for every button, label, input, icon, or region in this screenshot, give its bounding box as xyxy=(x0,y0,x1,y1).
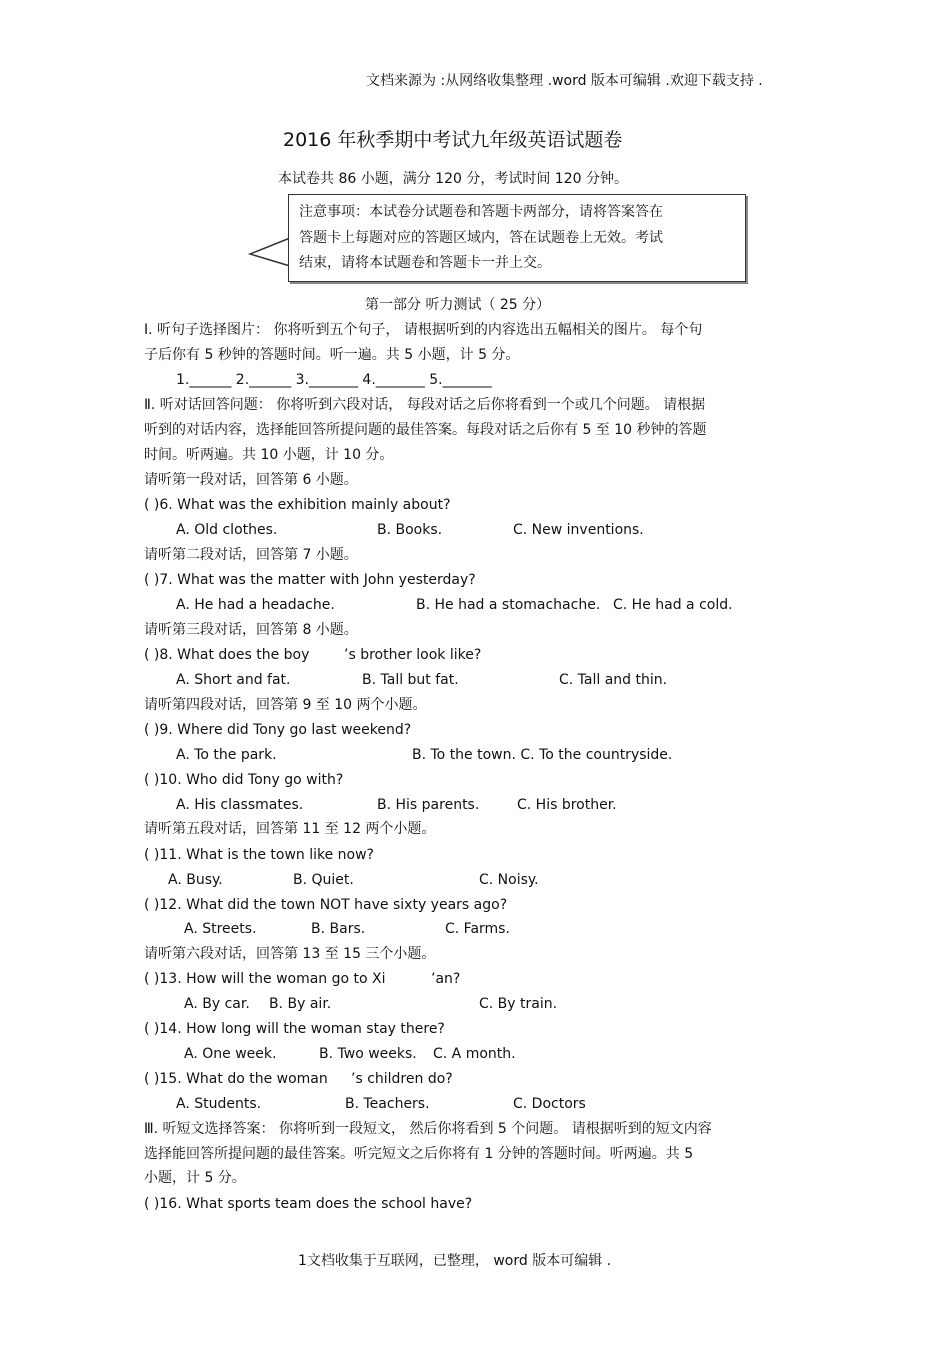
option: C. His brother. xyxy=(517,797,617,813)
option: C. Tall and thin. xyxy=(559,672,668,688)
question: ( )12. What did the town NOT have sixty years ago? xyxy=(144,897,508,913)
section-instruction: Ⅰ. 听句子选择图片： 你将听到五个句子， 请根据听到的内容选出五幅相关的图片。 每个句 xyxy=(144,322,703,338)
dialogue-instruction: 请听第一段对话，回答第 6 小题。 xyxy=(144,472,358,488)
section-instruction: Ⅱ. 听对话回答问题： 你将听到六段对话， 每段对话之后你将看到一个或几个问题。 请根据 xyxy=(144,397,706,413)
option: B. To the town. C. To the countryside. xyxy=(412,747,673,763)
part-heading: 第一部分 听力测试（ 25 分） xyxy=(365,297,551,313)
question: ( )7. What was the matter with John yesterday? xyxy=(144,572,476,588)
question-continued: ’s children do? xyxy=(351,1071,453,1087)
footer-note: 1文档收集于互联网，已整理， word 版本可编辑 . xyxy=(298,1253,612,1269)
question-continued: ’an? xyxy=(431,971,461,987)
option: A. He had a headache. xyxy=(176,597,335,613)
option: C. Farms. xyxy=(445,921,510,937)
option: B. Teachers. xyxy=(345,1096,430,1112)
option: A. By car. xyxy=(184,996,250,1012)
option: B. By air. xyxy=(269,996,332,1012)
callout-tail-icon xyxy=(248,236,292,270)
option: B. Tall but fat. xyxy=(362,672,459,688)
section-instruction: 小题，计 5 分。 xyxy=(144,1170,246,1186)
notice-line: 结束，请将本试题卷和答题卡一并上交。 xyxy=(299,255,551,271)
option: B. Two weeks. xyxy=(319,1046,417,1062)
option: A. To the park. xyxy=(176,747,277,763)
option: A. His classmates. xyxy=(176,797,304,813)
option: C. He had a cold. xyxy=(613,597,733,613)
page-title: 2016 年秋季期中考试九年级英语试题卷 xyxy=(283,129,623,151)
notice-line: 答题卡上每题对应的答题区域内，答在试题卷上无效。考试 xyxy=(299,230,663,246)
question: ( )9. Where did Tony go last weekend? xyxy=(144,722,412,738)
section-instruction: Ⅲ. 听短文选择答案： 你将听到一段短文， 然后你将看到 5 个问题。 请根据听到的短文内容 xyxy=(144,1121,712,1137)
section-instruction: 子后你有 5 秒钟的答题时间。听一遍。共 5 小题，计 5 分。 xyxy=(144,347,520,363)
option: C. Noisy. xyxy=(479,872,539,888)
option: C. New inventions. xyxy=(513,522,644,538)
section-instruction: 听到的对话内容，选择能回答所提问题的最佳答案。每段对话之后你有 5 至 10 秒钟的答题 xyxy=(144,422,707,438)
option: B. Books. xyxy=(377,522,443,538)
notice-box xyxy=(288,194,746,282)
question-continued: ’s brother look like? xyxy=(344,647,482,663)
question: ( )10. Who did Tony go with? xyxy=(144,772,344,788)
dialogue-instruction: 请听第二段对话，回答第 7 小题。 xyxy=(144,547,358,563)
option: B. Bars. xyxy=(311,921,366,937)
section-instruction: 时间。听两遍。共 10 小题，计 10 分。 xyxy=(144,447,394,463)
question: ( )16. What sports team does the school have? xyxy=(144,1196,473,1212)
option: A. Old clothes. xyxy=(176,522,278,538)
question: ( )11. What is the town like now? xyxy=(144,847,374,863)
option: C. By train. xyxy=(479,996,558,1012)
exam-subtitle: 本试卷共 86 小题，满分 120 分，考试时间 120 分钟。 xyxy=(278,171,628,187)
option: A. Short and fat. xyxy=(176,672,291,688)
option: C. Doctors xyxy=(513,1096,586,1112)
question: ( )13. How will the woman go to Xi xyxy=(144,971,386,987)
notice-line: 注意事项：本试卷分试题卷和答题卡两部分，请将答案答在 xyxy=(299,204,663,220)
dialogue-instruction: 请听第五段对话，回答第 11 至 12 两个小题。 xyxy=(144,821,436,837)
option: B. His parents. xyxy=(377,797,480,813)
dialogue-instruction: 请听第四段对话，回答第 9 至 10 两个小题。 xyxy=(144,697,427,713)
option: A. One week. xyxy=(184,1046,277,1062)
option: A. Students. xyxy=(176,1096,262,1112)
dialogue-instruction: 请听第三段对话，回答第 8 小题。 xyxy=(144,622,358,638)
section-instruction: 选择能回答所提问题的最佳答案。听完短文之后你将有 1 分钟的答题时间。听两遍。共 5 xyxy=(144,1146,694,1162)
question: ( )8. What does the boy xyxy=(144,647,310,663)
option: B. Quiet. xyxy=(293,872,354,888)
question: ( )15. What do the woman xyxy=(144,1071,328,1087)
option: B. He had a stomachache. xyxy=(416,597,601,613)
option: C. A month. xyxy=(433,1046,516,1062)
question: ( )6. What was the exhibition mainly about? xyxy=(144,497,451,513)
option: A. Busy. xyxy=(168,872,223,888)
question: ( )14. How long will the woman stay there? xyxy=(144,1021,445,1037)
header-note: 文档来源为 :从网络收集整理 .word 版本可编辑 .欢迎下载支持 . xyxy=(366,73,763,89)
answer-blanks: 1.______ 2.______ 3._______ 4._______ 5._______ xyxy=(176,372,492,388)
option: A. Streets. xyxy=(184,921,257,937)
dialogue-instruction: 请听第六段对话，回答第 13 至 15 三个小题。 xyxy=(144,946,436,962)
